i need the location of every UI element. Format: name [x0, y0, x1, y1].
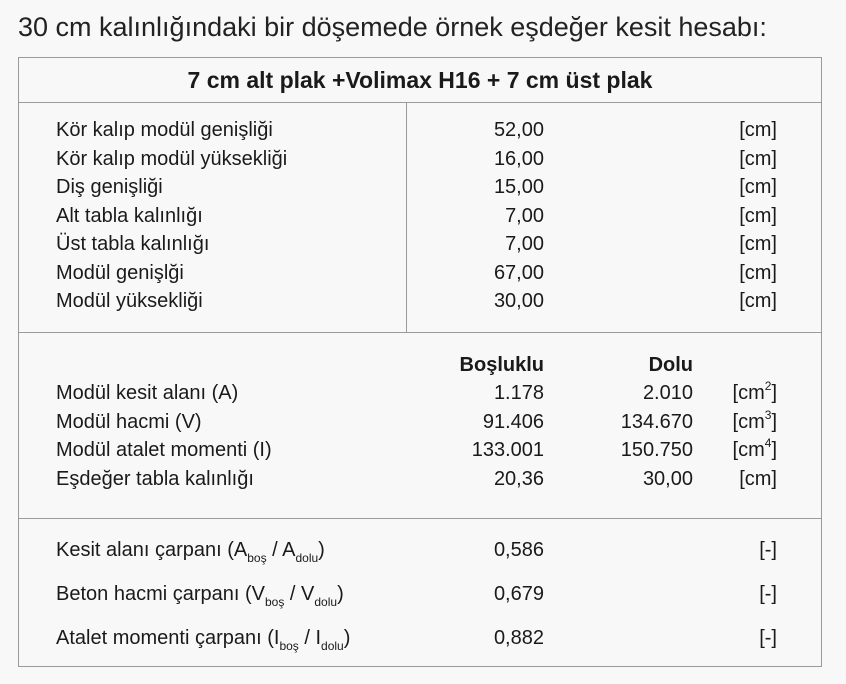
- dimension-label: Alt tabla kalınlığı: [56, 204, 203, 227]
- multiplier-value: 0,586: [493, 539, 544, 561]
- section-divider-1: [19, 332, 821, 333]
- multiplier-unit: [-]: [759, 627, 777, 649]
- property-label: Eşdeğer tabla kalınlığı: [56, 467, 254, 490]
- dimension-unit: [cm]: [739, 233, 777, 255]
- property-value-dolu: 30,00: [642, 467, 693, 490]
- dimension-label: Modül yüksekliği: [56, 290, 203, 312]
- multiplier-label: Atalet momenti çarpanı $(I_{boş} / I_{dolu})$: [56, 627, 351, 653]
- property-value-bosluklu: 133.001: [471, 439, 544, 461]
- page-title: 30 cm kalınlığındaki bir döşemede örnek eşdeğer kesit hesabı:: [18, 12, 767, 42]
- property-unit: $[cm^3]$: [732, 407, 777, 433]
- section-divider-2: [19, 518, 821, 519]
- property-value-dolu: 2.010: [642, 382, 693, 404]
- dimension-unit: [cm]: [739, 176, 777, 198]
- dimension-label: Kör kalıp modül genişliği: [56, 119, 273, 141]
- dimension-value: 7,00: [505, 204, 544, 227]
- dimension-value: 30,00: [493, 290, 544, 312]
- dimension-unit: [cm]: [739, 147, 777, 170]
- property-value-dolu: 134.670: [620, 410, 693, 433]
- property-label: Modül kesit alanı (A): [56, 382, 239, 404]
- dimension-value: 52,00: [493, 119, 544, 141]
- property-value-bosluklu: 1.178: [493, 382, 544, 404]
- dimension-value: 15,00: [493, 176, 544, 198]
- multiplier-unit: [-]: [759, 583, 777, 605]
- property-unit: $[cm^4]$: [732, 436, 777, 461]
- column-header-dolu: Dolu: [648, 354, 693, 376]
- calculation-table: [18, 57, 822, 667]
- dimension-label: Üst tabla kalınlığı: [56, 233, 210, 255]
- dimension-value: 7,00: [505, 233, 544, 255]
- multiplier-unit: [-]: [759, 539, 777, 561]
- column-divider: [406, 103, 407, 332]
- dimension-label: Modül genişlği: [56, 261, 184, 284]
- dimension-unit: [cm]: [739, 204, 777, 227]
- table-header: 7 cm alt plak +Volimax H16 + 7 cm üst plak: [19, 58, 821, 103]
- property-label: Modül hacmi (V): [56, 410, 202, 433]
- dimension-label: Diş genişliği: [56, 176, 163, 198]
- dimension-value: 67,00: [493, 261, 544, 284]
- property-unit: [cm]: [739, 467, 777, 490]
- dimension-unit: [cm]: [739, 261, 777, 284]
- property-value-bosluklu: 20,36: [493, 467, 544, 490]
- multiplier-value: 0,882: [493, 627, 544, 649]
- multiplier-label: Beton hacmi çarpanı $(V_{boş} / V_{dolu})$: [56, 583, 344, 609]
- multiplier-value: 0,679: [493, 583, 544, 605]
- column-header-bosluklu: Boşluklu: [459, 354, 544, 376]
- property-value-dolu: 150.750: [620, 439, 693, 461]
- property-value-bosluklu: 91.406: [482, 410, 544, 433]
- property-unit: $[cm^2]$: [732, 379, 777, 404]
- dimension-unit: [cm]: [739, 119, 777, 141]
- property-label: Modül atalet momenti (I): [56, 439, 272, 461]
- dimension-label: Kör kalıp modül yüksekliği: [56, 147, 288, 170]
- dimension-unit: [cm]: [739, 290, 777, 312]
- multiplier-label: Kesit alanı çarpanı $(A_{boş} / A_{dolu})$: [56, 539, 325, 565]
- dimension-value: 16,00: [493, 147, 544, 170]
